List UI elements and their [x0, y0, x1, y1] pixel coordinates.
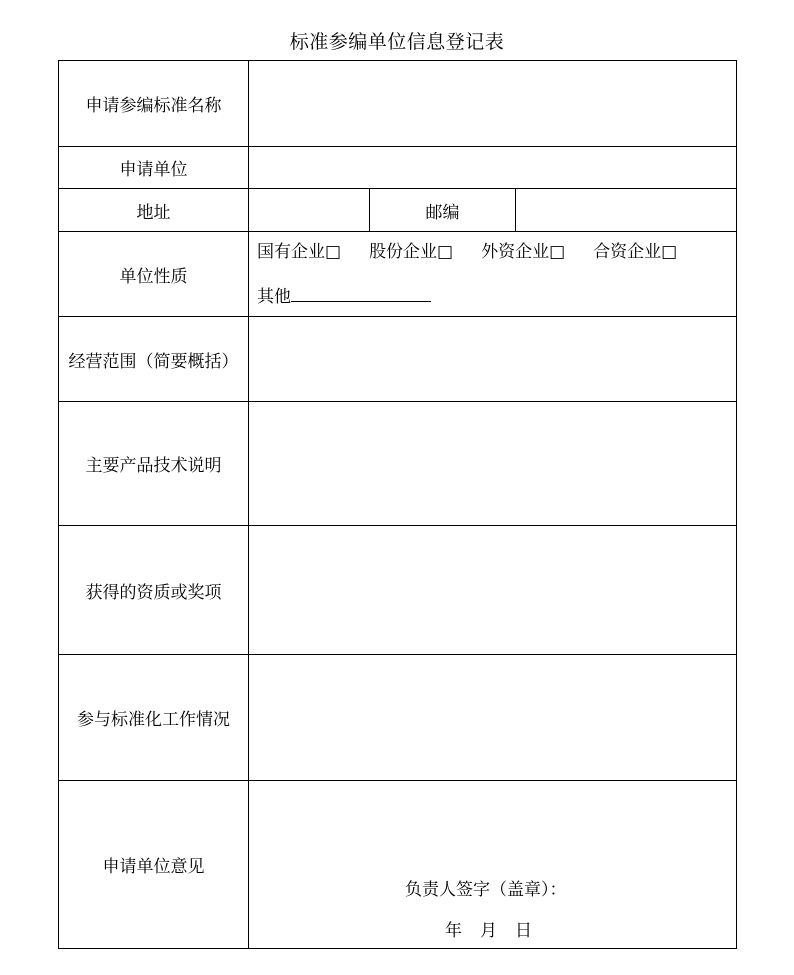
- registration-form-table: [58, 60, 737, 949]
- date-year: 年: [445, 921, 462, 941]
- label-address: 地址: [59, 189, 249, 232]
- date-day: 日: [515, 921, 532, 941]
- label-opinion: 申请单位意见: [59, 781, 249, 949]
- row-standardization: [59, 655, 737, 781]
- field-standardization[interactable]: [249, 655, 737, 781]
- document-title: 标准参编单位信息登记表: [289, 31, 505, 53]
- label-qualifications: 获得的资质或奖项: [59, 526, 249, 655]
- label-unit-nature: 单位性质: [59, 232, 249, 317]
- field-applicant[interactable]: [249, 147, 737, 189]
- label-standard-name: 申请参编标准名称: [59, 61, 249, 147]
- field-business-scope[interactable]: [249, 317, 737, 402]
- unit-nature-options: [249, 241, 736, 263]
- field-address[interactable]: [249, 189, 370, 232]
- row-qualifications: [59, 526, 737, 655]
- option-joint-stock[interactable]: 股份企业□: [369, 241, 454, 262]
- row-address: [59, 189, 737, 232]
- field-qualifications[interactable]: [249, 526, 737, 655]
- option-foreign-owned[interactable]: 外资企业□: [481, 241, 566, 262]
- label-applicant: 申请单位: [59, 147, 249, 189]
- unit-nature-other: [249, 283, 736, 308]
- date-line: [445, 916, 532, 941]
- row-business-scope: [59, 317, 737, 402]
- field-postcode[interactable]: [516, 189, 737, 232]
- option-joint-venture[interactable]: 合资企业□: [593, 241, 678, 262]
- row-opinion: [59, 781, 737, 949]
- field-unit-nature: [249, 232, 737, 317]
- label-postcode: 邮编: [370, 189, 516, 232]
- row-unit-nature: [59, 232, 737, 317]
- row-product-tech: [59, 402, 737, 526]
- signature-label: 负责人签字（盖章）：: [405, 880, 567, 900]
- row-applicant: [59, 147, 737, 189]
- row-standard-name: [59, 61, 737, 147]
- option-other-label: 其他: [257, 286, 291, 307]
- field-opinion[interactable]: [249, 781, 737, 949]
- label-product-tech: 主要产品技术说明: [59, 402, 249, 526]
- date-month: 月: [480, 921, 497, 941]
- field-product-tech[interactable]: [249, 402, 737, 526]
- label-business-scope: 经营范围（简要概括）: [59, 317, 249, 402]
- option-state-owned[interactable]: 国有企业□: [257, 241, 342, 262]
- field-standard-name[interactable]: [249, 61, 737, 147]
- label-standardization: 参与标准化工作情况: [59, 655, 249, 781]
- other-blank-field[interactable]: [291, 283, 431, 302]
